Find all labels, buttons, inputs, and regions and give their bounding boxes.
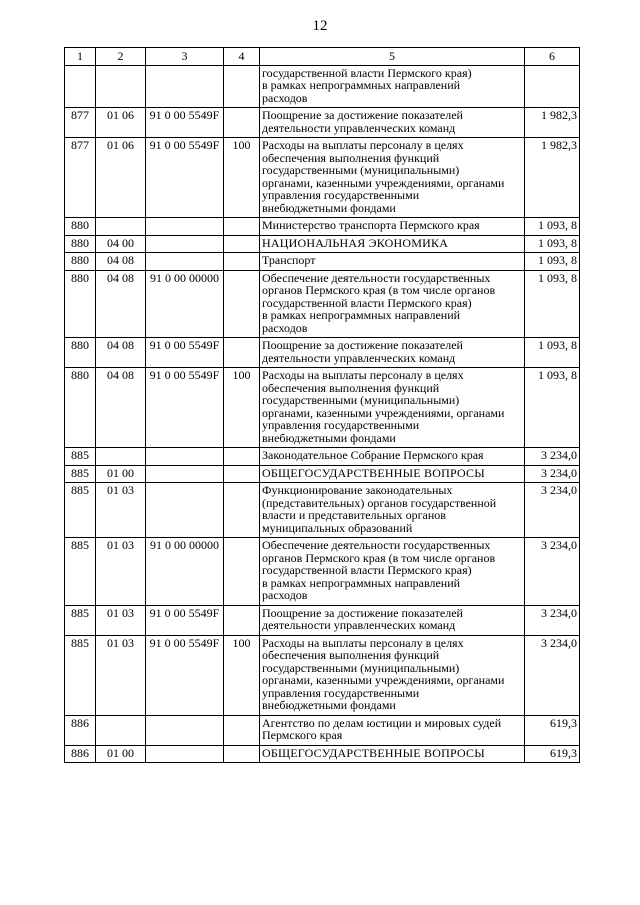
admin-code-cell: 880	[65, 235, 96, 253]
header-cell-5: 5	[260, 48, 525, 66]
admin-code-cell: 877	[65, 138, 96, 218]
expense-type-cell	[224, 270, 260, 338]
description-cell: ОБЩЕГОСУДАРСТВЕННЫЕ ВОПРОСЫ	[260, 465, 525, 483]
target-article-cell: 91 0 00 5549F	[146, 368, 224, 448]
section-code-cell: 01 06	[96, 138, 146, 218]
section-code-cell: 01 00	[96, 745, 146, 763]
expense-type-cell	[224, 538, 260, 606]
description-cell: ОБЩЕГОСУДАРСТВЕННЫЕ ВОПРОСЫ	[260, 745, 525, 763]
target-article-cell	[146, 65, 224, 108]
target-article-cell: 91 0 00 00000	[146, 270, 224, 338]
section-code-cell: 04 08	[96, 270, 146, 338]
description-cell: Транспорт	[260, 253, 525, 271]
header-cell-3: 3	[146, 48, 224, 66]
section-code-cell	[96, 218, 146, 236]
amount-cell: 1 093, 8	[525, 270, 580, 338]
table-row	[65, 605, 580, 635]
section-code-cell	[96, 65, 146, 108]
amount-cell: 619,3	[525, 715, 580, 745]
amount-cell	[525, 65, 580, 108]
page-number: 12	[312, 18, 328, 34]
amount-cell: 1 982,3	[525, 138, 580, 218]
section-code-cell	[96, 448, 146, 466]
description-cell: Расходы на выплаты персоналу в целях обеспечения выполнения функций государственными (муниципальными) органами, казенными учреждениями, органами управления государственными внебюджетными фондами	[260, 368, 525, 448]
section-code-cell	[96, 715, 146, 745]
admin-code-cell: 877	[65, 108, 96, 138]
expense-type-cell	[224, 218, 260, 236]
description-cell: НАЦИОНАЛЬНАЯ ЭКОНОМИКА	[260, 235, 525, 253]
target-article-cell: 91 0 00 00000	[146, 538, 224, 606]
table-header-row	[65, 48, 580, 66]
amount-cell: 3 234,0	[525, 483, 580, 538]
expense-type-cell: 100	[224, 368, 260, 448]
amount-cell: 3 234,0	[525, 538, 580, 606]
target-article-cell	[146, 745, 224, 763]
description-cell: Расходы на выплаты персоналу в целях обеспечения выполнения функций государственными (муниципальными) органами, казенными учреждениями, органами управления государственными внебюджетными фондами	[260, 635, 525, 715]
target-article-cell	[146, 253, 224, 271]
admin-code-cell: 880	[65, 338, 96, 368]
section-code-cell: 01 00	[96, 465, 146, 483]
expense-type-cell	[224, 253, 260, 271]
amount-cell: 3 234,0	[525, 605, 580, 635]
description-cell: Агентство по делам юстиции и мировых судей Пермского края	[260, 715, 525, 745]
section-code-cell: 01 03	[96, 605, 146, 635]
section-code-cell: 01 03	[96, 483, 146, 538]
admin-code-cell: 886	[65, 745, 96, 763]
table-row	[65, 235, 580, 253]
expense-type-cell	[224, 65, 260, 108]
admin-code-cell: 885	[65, 448, 96, 466]
admin-code-cell: 885	[65, 635, 96, 715]
header-cell-4: 4	[224, 48, 260, 66]
section-code-cell: 04 08	[96, 368, 146, 448]
budget-table	[64, 47, 580, 763]
description-cell: Поощрение за достижение показателей деятельности управленческих команд	[260, 338, 525, 368]
expense-type-cell	[224, 338, 260, 368]
admin-code-cell: 880	[65, 218, 96, 236]
admin-code-cell: 880	[65, 253, 96, 271]
amount-cell: 1 093, 8	[525, 253, 580, 271]
section-code-cell: 01 03	[96, 538, 146, 606]
table-row	[65, 483, 580, 538]
admin-code-cell: 880	[65, 368, 96, 448]
table-row	[65, 368, 580, 448]
target-article-cell: 91 0 00 5549F	[146, 338, 224, 368]
description-cell: государственной власти Пермского края) в рамках непрограммных направлений расходов	[260, 65, 525, 108]
section-code-cell: 04 00	[96, 235, 146, 253]
table-row	[65, 715, 580, 745]
table-row	[65, 270, 580, 338]
target-article-cell	[146, 483, 224, 538]
target-article-cell	[146, 218, 224, 236]
description-cell: Поощрение за достижение показателей деятельности управленческих команд	[260, 108, 525, 138]
expense-type-cell	[224, 465, 260, 483]
table-row	[65, 338, 580, 368]
amount-cell: 1 982,3	[525, 108, 580, 138]
description-cell: Поощрение за достижение показателей деятельности управленческих команд	[260, 605, 525, 635]
admin-code-cell	[65, 65, 96, 108]
admin-code-cell: 885	[65, 538, 96, 606]
description-cell: Обеспечение деятельности государственных органов Пермского края (в том числе органов государственной власти Пермского края) в рамках непрограммных направлений расходов	[260, 270, 525, 338]
admin-code-cell: 885	[65, 605, 96, 635]
target-article-cell: 91 0 00 5549F	[146, 605, 224, 635]
amount-cell: 3 234,0	[525, 465, 580, 483]
expense-type-cell	[224, 715, 260, 745]
section-code-cell: 04 08	[96, 253, 146, 271]
expense-type-cell	[224, 108, 260, 138]
amount-cell: 3 234,0	[525, 635, 580, 715]
admin-code-cell: 885	[65, 483, 96, 538]
section-code-cell: 01 03	[96, 635, 146, 715]
expense-type-cell	[224, 483, 260, 538]
expense-type-cell: 100	[224, 138, 260, 218]
header-cell-1: 1	[65, 48, 96, 66]
target-article-cell	[146, 465, 224, 483]
description-cell: Функционирование законодательных (представительных) органов государственной власти и представительных органов муниципальных образований	[260, 483, 525, 538]
target-article-cell: 91 0 00 5549F	[146, 138, 224, 218]
table-row	[65, 138, 580, 218]
amount-cell: 619,3	[525, 745, 580, 763]
header-cell-6: 6	[525, 48, 580, 66]
target-article-cell	[146, 448, 224, 466]
header-cell-2: 2	[96, 48, 146, 66]
amount-cell: 1 093, 8	[525, 218, 580, 236]
table-row	[65, 465, 580, 483]
amount-cell: 1 093, 8	[525, 368, 580, 448]
expense-type-cell	[224, 448, 260, 466]
admin-code-cell: 885	[65, 465, 96, 483]
expense-type-cell	[224, 745, 260, 763]
table-row	[65, 538, 580, 606]
table-row	[65, 448, 580, 466]
table-row	[65, 253, 580, 271]
amount-cell: 1 093, 8	[525, 235, 580, 253]
amount-cell: 1 093, 8	[525, 338, 580, 368]
target-article-cell	[146, 235, 224, 253]
expense-type-cell	[224, 605, 260, 635]
target-article-cell: 91 0 00 5549F	[146, 108, 224, 138]
table-row	[65, 108, 580, 138]
table-row	[65, 218, 580, 236]
admin-code-cell: 880	[65, 270, 96, 338]
table-row	[65, 635, 580, 715]
target-article-cell	[146, 715, 224, 745]
description-cell: Законодательное Собрание Пермского края	[260, 448, 525, 466]
section-code-cell: 01 06	[96, 108, 146, 138]
section-code-cell: 04 08	[96, 338, 146, 368]
expense-type-cell	[224, 235, 260, 253]
target-article-cell: 91 0 00 5549F	[146, 635, 224, 715]
description-cell: Расходы на выплаты персоналу в целях обеспечения выполнения функций государственными (муниципальными) органами, казенными учреждениями, органами управления государственными внебюджетными фондами	[260, 138, 525, 218]
expense-type-cell: 100	[224, 635, 260, 715]
table-row	[65, 65, 580, 108]
table-row	[65, 745, 580, 763]
table-body	[65, 65, 580, 763]
admin-code-cell: 886	[65, 715, 96, 745]
description-cell: Министерство транспорта Пермского края	[260, 218, 525, 236]
amount-cell: 3 234,0	[525, 448, 580, 466]
description-cell: Обеспечение деятельности государственных органов Пермского края (в том числе органов государственной власти Пермского края) в рамках непрограммных направлений расходов	[260, 538, 525, 606]
